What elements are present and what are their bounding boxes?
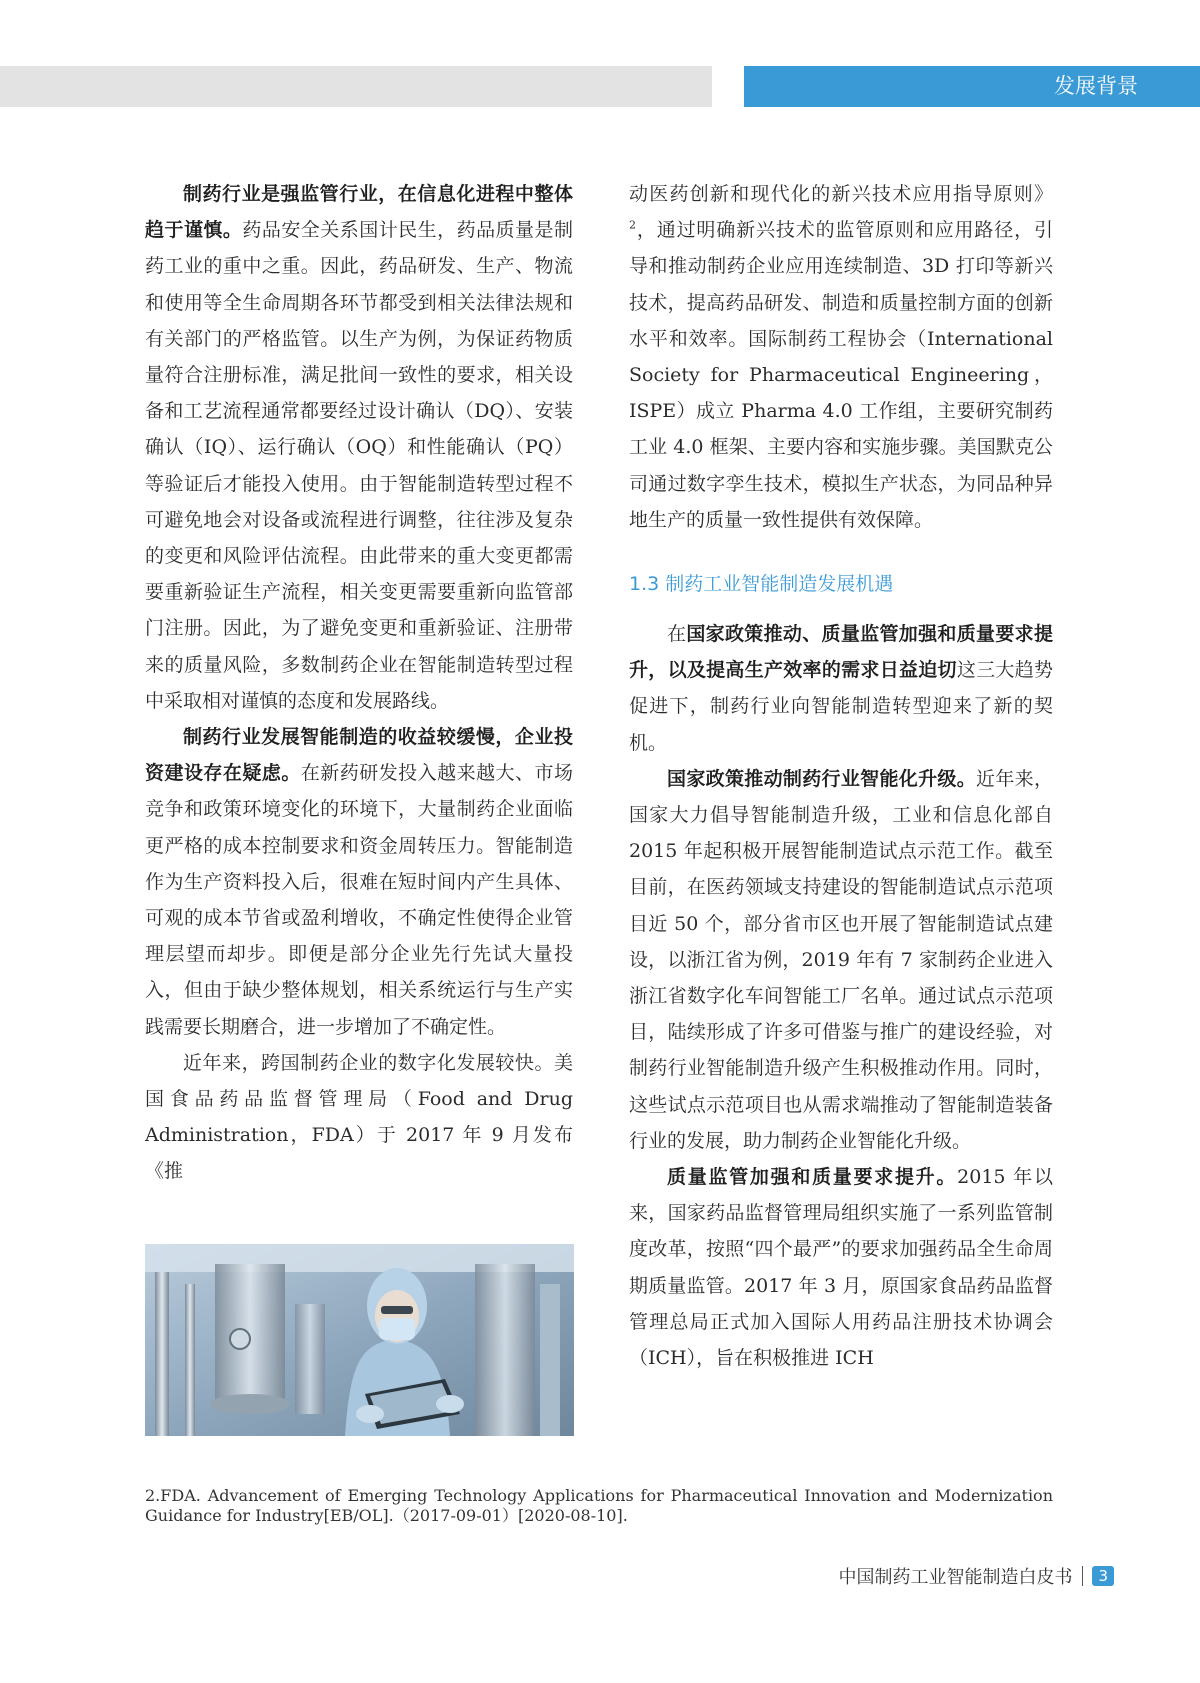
paragraph-body: 近年来，国家大力倡导智能制造升级，工业和信息化部自 2015 年起积极开展智能制造试点示范工作。截至目前，在医药领域支持建设的智能制造试点示范项目近 50 个，部分省市区也开展了智能制造试点建设，以浙江省为例，2019 年有 7 家制药企业进入浙江省数字化车间智能工厂名单。通过试点示范项目，陆续形成了许多可借鉴与推广的建设经验，对制药行业智能制造升级产生积极推动作用。同时，这些试点示范项目也从需求端推动了智能制造装备行业的发展，助力制药企业智能化升级。: [629, 767, 1053, 1152]
paragraph-body: 在: [667, 623, 687, 646]
paragraph: [145, 176, 573, 719]
paragraph-lead: 质量监管加强和质量要求提升。: [667, 1166, 958, 1189]
paragraph-body: 近年来，跨国制药企业的数字化发展较快。美国食品药品监督管理局（Food and Drug Administration，FDA）于 2017 年 9 月发布《推: [145, 1051, 573, 1183]
paragraph-body: 2015 年以来，国家药品监督管理局组织实施了一系列监管制度改革，按照“四个最严”的要求加强药品全生命周期质量监管。2017 年 3 月，原国家食品药品监督管理总局正式加入国际人用药品注册技术协调会（ICH），旨在积极推进 ICH: [629, 1166, 1053, 1370]
cleanroom-photo-illustration: [145, 1244, 574, 1436]
page-footer: [838, 1563, 1114, 1589]
footnote: 2.FDA. Advancement of Emerging Technology Applications for Pharmaceutical Innovation and Modernization Guidance for Industry[EB/OL].（2017-09-01）[2020-08-10].: [145, 1486, 1053, 1525]
paragraph: [629, 761, 1053, 1159]
left-column: [145, 176, 573, 1190]
paragraph: [145, 1045, 573, 1190]
paragraph: [629, 176, 1053, 538]
section-title: 1.3 制药工业智能制造发展机遇: [629, 573, 894, 596]
paragraph-lead: 制药行业是强监管行业，在信息化进程中整体趋于谨慎。: [145, 183, 573, 242]
book-title: 中国制药工业智能制造白皮书: [838, 1567, 1073, 1588]
page-number: 3: [1092, 1566, 1114, 1586]
right-column: [629, 176, 1053, 1376]
section-tab: 发展背景: [744, 66, 1200, 107]
paragraph: [629, 616, 1053, 761]
paragraph: [145, 719, 573, 1045]
paragraph-body: 这三大趋势促进下，制药行业向智能制造转型迎来了新的契机。: [629, 659, 1053, 754]
cleanroom-photo: [145, 1244, 574, 1436]
footnote-ref[interactable]: 2: [629, 218, 636, 232]
paragraph-body: 在新药研发投入越来越大、市场竞争和政策环境变化的环境下，大量制药企业面临更严格的成本控制要求和资金周转压力。智能制造作为生产资料投入后，很难在短时间内产生具体、可观的成本节省或盈利增收，不确定性使得企业管理层望而却步。即便是部分企业先行先试大量投入，但由于缺少整体规划，相关系统运行与生产实践需要长期磨合，进一步增加了不确定性。: [145, 762, 573, 1038]
paragraph-body: ，通过明确新兴技术的监管原则和应用路径，引导和推动制药企业应用连续制造、3D 打印等新兴技术，提高药品研发、制造和质量控制方面的创新水平和效率。国际制药工程协会（International Society for Pharmaceutical Engineering，ISPE）成立 Pharma 4.0 工作组，主要研究制药工业 4.0 框架、主要内容和实施步骤。美国默克公司通过数字孪生技术，模拟生产状态，为同品种异地生产的质量一致性提供有效保障。: [629, 219, 1053, 531]
footer-divider: [1082, 1566, 1083, 1586]
paragraph-body: 动医药创新和现代化的新兴技术应用指导原则》: [629, 183, 1053, 205]
header-gray-band: [0, 66, 712, 107]
paragraph: [629, 1159, 1053, 1376]
paragraph-lead: 国家政策推动、质量监管加强和质量要求提升，以及提高生产效率的需求日益迫切: [629, 623, 1053, 682]
paragraph-lead: 国家政策推动制药行业智能化升级。: [667, 767, 977, 790]
paragraph-lead: 制药行业发展智能制造的收益较缓慢，企业投资建设存在疑虑。: [145, 726, 573, 785]
paragraph-body: 药品安全关系国计民生，药品质量是制药工业的重中之重。因此，药品研发、生产、物流和使用等全生命周期各环节都受到相关法律法规和有关部门的严格监管。以生产为例，为保证药物质量符合注册标准，满足批间一致性的要求，相关设备和工艺流程通常都要经过设计确认（DQ）、安装确认（IQ）、运行确认（OQ）和性能确认（PQ）等验证后才能投入使用。由于智能制造转型过程不可避免地会对设备或流程进行调整，往往涉及复杂的变更和风险评估流程。由此带来的重大变更都需要重新验证生产流程，相关变更需要重新向监管部门注册。因此，为了避免变更和重新验证、注册带来的质量风险，多数制药企业在智能制造转型过程中采取相对谨慎的态度和发展路线。: [145, 219, 573, 712]
